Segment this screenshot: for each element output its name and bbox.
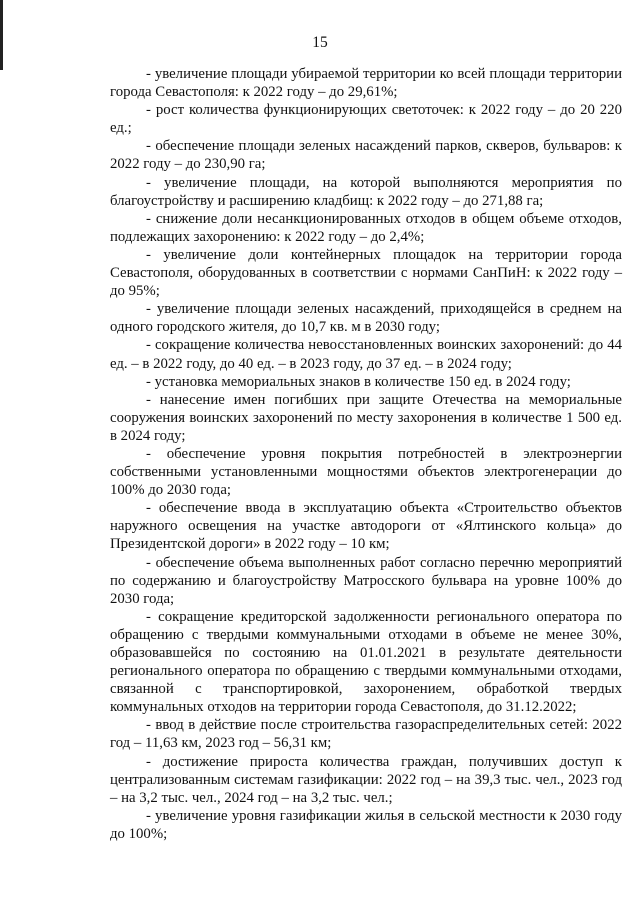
- list-item: - снижение доли несанкционированных отходов в общем объеме отходов, подлежащих захоронению: к 2022 году – до 2,4%;: [110, 210, 622, 245]
- list-item: - увеличение доли контейнерных площадок на территории города Севастополя, оборудованных в соответствии с нормами СанПиН: к 2022 году – до 95%;: [110, 246, 622, 300]
- list-item: - увеличение площади зеленых насаждений, приходящейся в среднем на одного городского жителя, до 10,7 кв. м в 2030 году;: [110, 301, 622, 336]
- list-item: - сокращение кредиторской задолженности регионального оператора по обращению с твердыми коммунальными отходами в объеме не менее 30%, образовавшейся по состоянию на 01.01.2021 в результате деятельности регионального оператора по обращению с твердыми коммунальными отходами, связанной с транспортировкой, захоронением, обработкой твердых коммунальных отходов на территории города Севастополя, до 31.12.2022;: [110, 608, 622, 716]
- list-item: - нанесение имен погибших при защите Отечества на мемориальные сооружения воинских захоронений по месту захоронения в количестве 1 500 ед. в 2024 году;: [110, 391, 622, 444]
- list-item: - рост количества функционирующих светоточек: к 2022 году – до 20 220 ед.;: [110, 102, 622, 137]
- list-item: - достижение прироста количества граждан, получивших доступ к централизованным системам газификации: 2022 год – на 39,3 тыс. чел., 2023 год – на 3,2 тыс. чел., 2024 год – на 3,2 тыс. чел.;: [110, 753, 622, 806]
- list-item: - увеличение площади убираемой территории ко всей площади территории города Севастополя: к 2022 году – до 29,61%;: [110, 66, 622, 101]
- list-item: - увеличение площади, на которой выполняются мероприятия по благоустройству и расширению кладбищ: к 2022 году – до 271,88 га;: [110, 174, 622, 209]
- list-item: - обеспечение объема выполненных работ согласно перечню мероприятий по содержанию и благоустройству Матросского бульвара на уровне 100% до 2030 года;: [110, 554, 622, 607]
- list-item: - увеличение уровня газификации жилья в сельской местности к 2030 году до 100%;: [110, 807, 622, 842]
- document-body: [110, 65, 622, 843]
- list-item: - ввод в действие после строительства газораспределительных сетей: 2022 год – 11,63 км, 2023 год – 56,31 км;: [110, 717, 622, 752]
- list-item: - обеспечение площади зеленых насаждений парков, скверов, бульваров: к 2022 году – до 230,90 га;: [110, 138, 622, 173]
- list-item: - сокращение количества невосстановленных воинских захоронений: до 44 ед. – в 2022 году, до 40 ед. – в 2023 году, до 37 ед. – в 2024 году;: [110, 337, 622, 372]
- list-item: - обеспечение ввода в эксплуатацию объекта «Строительство объектов наружного освещения на участке автодороги от «Ялтинского кольца» до Президентской дороги» в 2022 году – 10 км;: [110, 500, 622, 553]
- page-number: 15: [312, 34, 328, 51]
- list-item: - установка мемориальных знаков в количестве 150 ед. в 2024 году;: [146, 373, 571, 390]
- list-item: - обеспечение уровня покрытия потребностей в электроэнергии собственными установленными мощностями объектов электрогенерации до 100% до 2030 года;: [110, 445, 622, 499]
